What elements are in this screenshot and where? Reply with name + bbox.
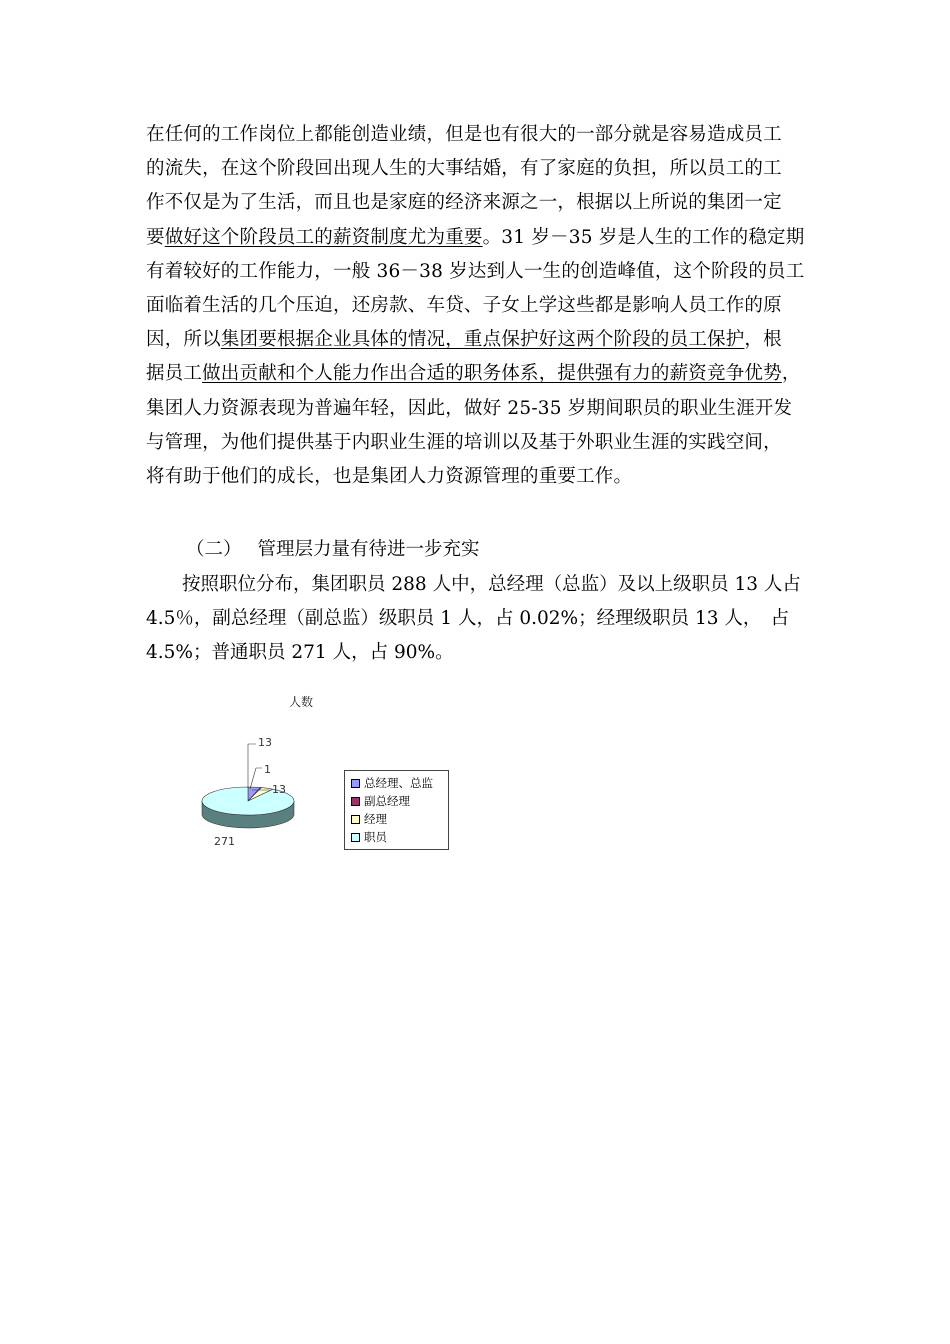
legend-entry bbox=[351, 811, 387, 827]
legend-entry bbox=[351, 793, 410, 809]
paragraph-line bbox=[146, 152, 806, 186]
legend-swatch bbox=[351, 833, 360, 842]
section-title: 管理层力量有待进一步充实 bbox=[257, 539, 480, 560]
section-number: （二） bbox=[186, 539, 242, 560]
text-segment: 要 bbox=[146, 226, 165, 248]
text-segment: 因，所以 bbox=[146, 329, 221, 351]
paragraph-line bbox=[146, 426, 806, 460]
legend-label: 副总经理 bbox=[364, 794, 410, 808]
paragraph-line bbox=[146, 323, 806, 357]
text-segment: 集团人力资源表现为普遍年轻，因此，做好 25-35 岁期间职员的职业生涯开发 bbox=[146, 397, 793, 419]
leader-line bbox=[250, 768, 262, 789]
data-label: 1 bbox=[264, 763, 271, 776]
data-label: 13 bbox=[258, 736, 272, 749]
distribution-paragraph bbox=[146, 568, 816, 671]
text-segment: 有着较好的工作能力，一般 36－38 岁达到人一生的创造峰值，这个阶段的员工 bbox=[146, 260, 805, 282]
legend-swatch bbox=[351, 779, 360, 788]
legend-entry bbox=[351, 775, 433, 791]
data-label: 13 bbox=[272, 783, 286, 796]
paragraph-line bbox=[146, 460, 806, 494]
paragraph-line: 按照职位分布，集团职员 288 人中，总经理（总监）及以上级职员 13 人占 bbox=[182, 574, 801, 595]
text-segment: 与管理，为他们提供基于内职业生涯的培训以及基于外职业生涯的实践空间， bbox=[146, 431, 782, 453]
underlined-text: 集团要根据企业具体的情况，重点保护好这两个阶段的员工保护 bbox=[220, 329, 745, 351]
text-segment: 的流失，在这个阶段回出现人生的大事结婚，有了家庭的负担，所以员工的工 bbox=[146, 158, 782, 180]
section-heading bbox=[186, 533, 480, 567]
paragraph-line bbox=[146, 118, 806, 152]
legend-entry bbox=[351, 829, 387, 845]
text-segment: ，根 bbox=[744, 329, 782, 351]
underlined-text: 做好这个阶段员工的薪资制度尤为重要 bbox=[164, 226, 483, 248]
text-segment: 将有助于他们的成长，也是集团人力资源管理的重要工作。 bbox=[146, 466, 633, 488]
paragraph-line: 4.5%；普通职员 271 人，占 90%。 bbox=[146, 642, 454, 664]
text-segment: ， bbox=[781, 363, 801, 385]
body-paragraph bbox=[146, 118, 806, 494]
legend-label: 总经理、总监 bbox=[364, 776, 433, 790]
text-segment: 据员工 bbox=[146, 363, 203, 385]
paragraph-line bbox=[146, 289, 806, 323]
paragraph-line bbox=[146, 357, 806, 391]
paragraph-line: 4.5％，副总经理（副总监）级职员 1 人，占 0.02%；经理级职员 13 人， 占 bbox=[146, 608, 790, 630]
text-segment: 在任何的工作岗位上都能创造业绩，但是也有很大的一部分就是容易造成员工 bbox=[146, 124, 782, 145]
chart-legend bbox=[344, 770, 449, 850]
underlined-text: 做出贡献和个人能力作出合适的职务体系，提供强有力的薪资竞争优势 bbox=[202, 363, 782, 385]
pie-chart bbox=[196, 688, 316, 858]
legend-swatch bbox=[351, 815, 360, 824]
text-segment: 。31 岁－35 岁是人生的工作的稳定期 bbox=[482, 226, 805, 248]
text-segment: 面临着生活的几个压迫，还房款、车贷、子女上学这些都是影响人员工作的原 bbox=[146, 295, 782, 317]
text-segment: 作不仅是为了生活，而且也是家庭的经济来源之一，根据以上所说的集团一定 bbox=[146, 192, 782, 214]
legend-swatch bbox=[351, 797, 360, 806]
legend-label: 经理 bbox=[364, 812, 387, 826]
paragraph-line bbox=[146, 392, 806, 426]
data-label: 271 bbox=[214, 835, 235, 848]
paragraph-line bbox=[146, 186, 806, 220]
chart-title: 人数 bbox=[289, 695, 314, 709]
legend-label: 职员 bbox=[364, 830, 387, 844]
paragraph-line bbox=[146, 255, 806, 289]
paragraph-line bbox=[146, 221, 806, 255]
